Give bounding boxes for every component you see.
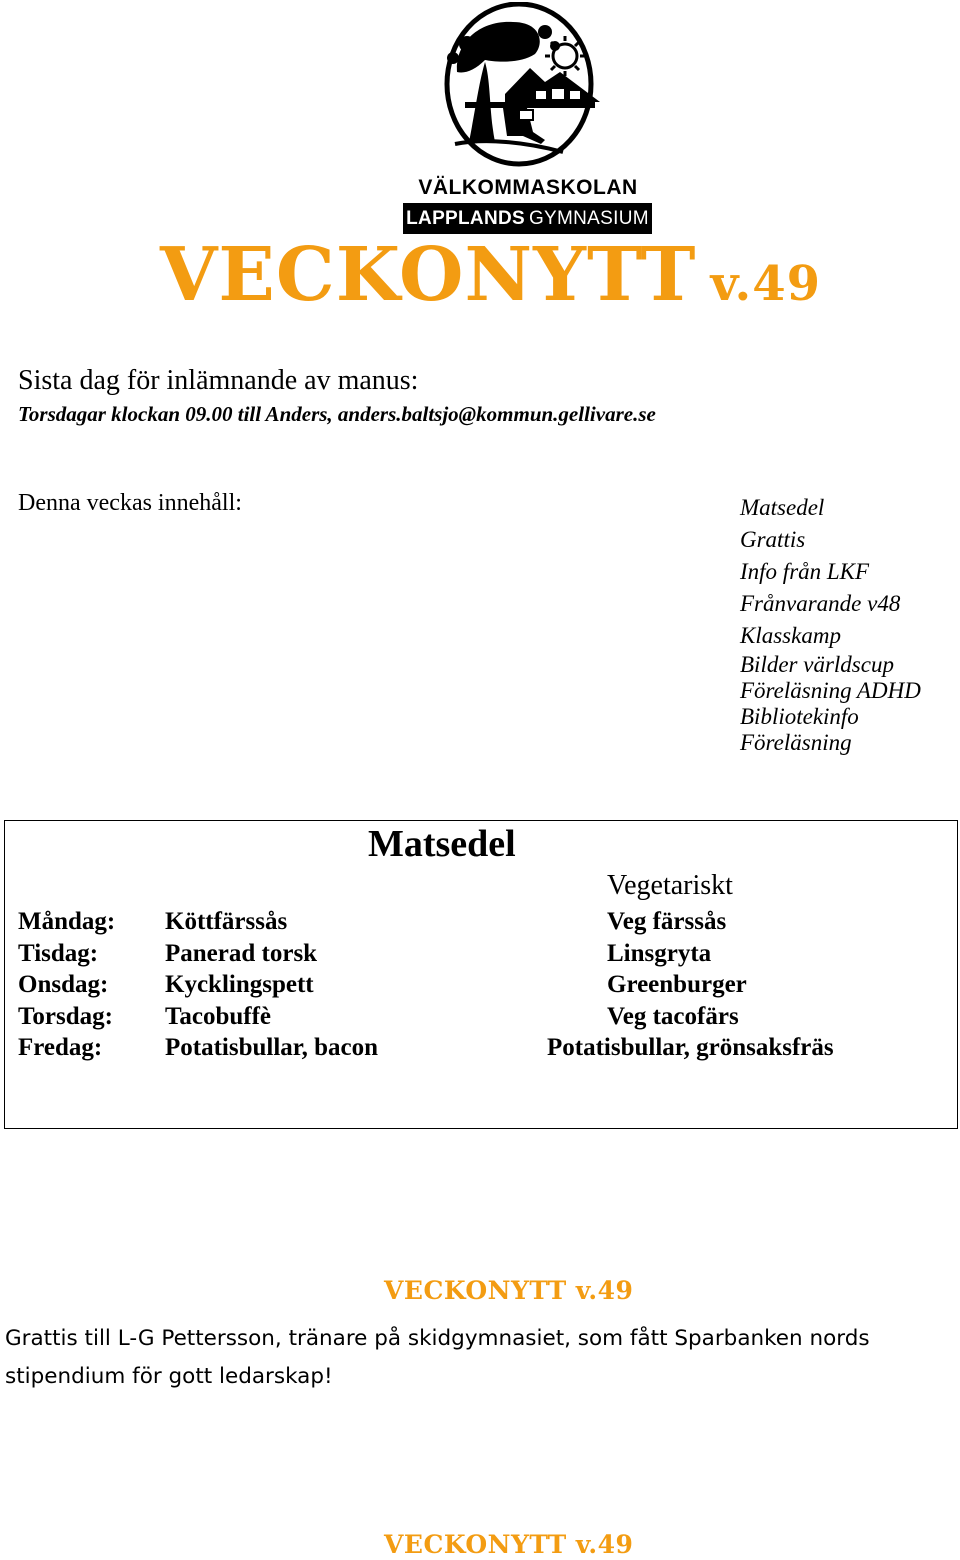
menu-veg-dish: Greenburger [607,971,747,998]
menu-day: Måndag: [18,908,116,935]
logo-gymnasium-band [403,203,652,234]
menu-row-friday [0,1034,960,1066]
menu-dish: Köttfärssås [165,908,288,935]
menu-day: Onsdag: [18,971,109,998]
menu-veg-dish: Potatisbullar, grönsaksfräs [547,1034,834,1061]
contents-item: Klasskamp [740,623,841,648]
contents-item: Matsedel [740,495,825,520]
menu-dish: Kycklingspett [165,971,314,998]
menu-veg-dish: Linsgryta [607,940,712,967]
menu-veg-dish: Veg färssås [607,908,727,935]
contents-item: Bibliotekinfo [740,704,859,729]
section-header: VECKONYTT v.49 [384,1530,634,1559]
congrats-text: Grattis till L-G Pettersson, tränare på skidgymnasiet, som fått Sparbanken nords stipendium för gott ledarskap! [5,1326,870,1389]
section-header: VECKONYTT v.49 [384,1276,634,1305]
masthead-week: v.49 [710,256,822,312]
menu-title: Matsedel [368,823,516,865]
menu-veg-dish: Veg tacofärs [607,1003,739,1030]
contents-label: Denna veckas innehåll: [18,490,242,516]
menu-day: Tisdag: [18,940,99,967]
menu-dish: Potatisbullar, bacon [165,1034,379,1061]
contents-item: Bilder världscup [740,652,894,677]
deadline-detail: Torsdagar klockan 09.00 till Anders, anders.baltsjo@kommun.gellivare.se [18,402,656,426]
menu-veg-header: Vegetariskt [607,870,733,901]
contents-item: Föreläsning [740,730,852,755]
contents-item: Info från LKF [740,559,870,584]
deadline-title: Sista dag för inlämnande av manus: [18,365,419,396]
menu-day: Torsdag: [18,1003,113,1030]
logo-band-bold: LAPPLANDS [406,207,525,229]
menu-day: Fredag: [18,1034,103,1061]
contents-item: Föreläsning ADHD [740,678,921,703]
menu-row-tuesday [0,940,960,972]
menu-dish: Panerad torsk [165,940,318,967]
logo-school-name: VÄLKOMMASKOLAN [418,176,638,199]
logo-emblem-icon [395,2,660,182]
menu-row-wednesday [0,971,960,1003]
masthead [160,232,821,318]
menu-row-thursday [0,1003,960,1035]
contents-item: Grattis [740,527,806,552]
masthead-title: VECKONYTT [160,232,697,318]
logo-band-regular: GYMNASIUM [528,207,649,229]
contents-item: Frånvarande v48 [740,591,901,616]
menu-dish: Tacobuffè [165,1003,272,1030]
menu-row-monday [0,908,960,940]
contents-list [740,492,921,756]
